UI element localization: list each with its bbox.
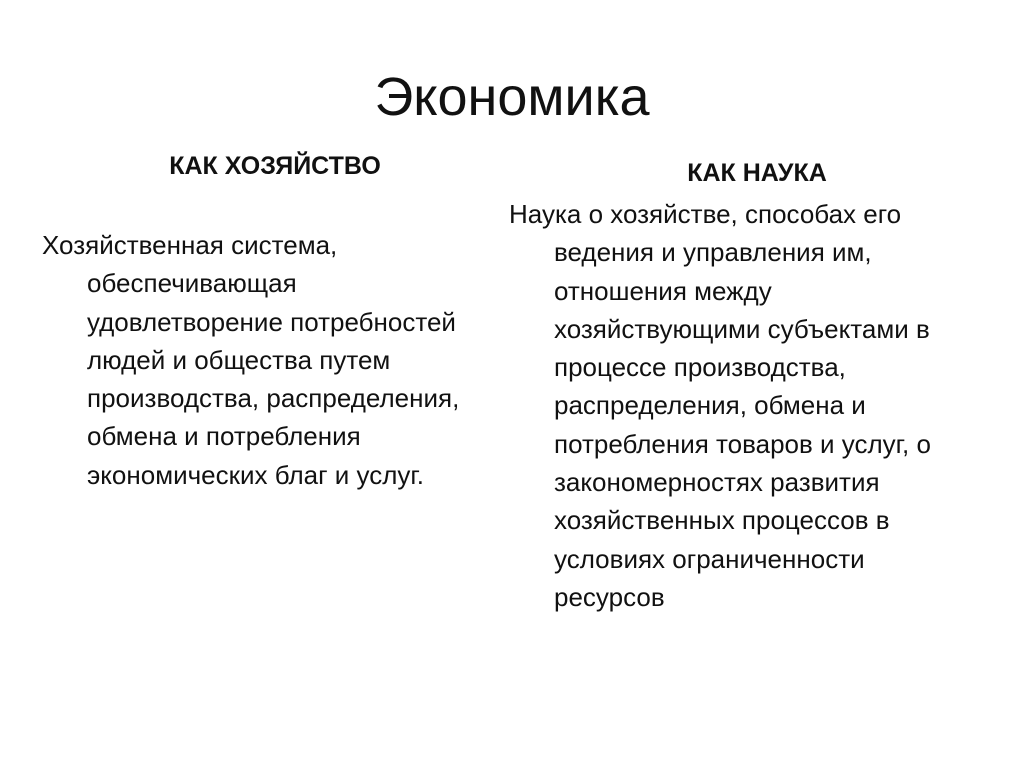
right-column-text: Наука о хозяйстве, способах его ведения и управления им, отношения между хозяйствующими субъектами в процессе производства, распределения, обмена и потребления товаров и услуг, о закономерностях развития хозяйственных процессов в условиях ограниченности ресурсов xyxy=(509,199,931,612)
right-column-heading: КАК НАУКА xyxy=(687,159,827,187)
left-column-heading: КАК ХОЗЯЙСТВО xyxy=(169,152,381,180)
left-column-text: Хозяйственная система, обеспечивающая удовлетворение потребностей людей и общества путем производства, распределения, обмена и потребления экономических благ и услуг. xyxy=(42,230,460,490)
slide-title: Экономика xyxy=(374,67,650,127)
